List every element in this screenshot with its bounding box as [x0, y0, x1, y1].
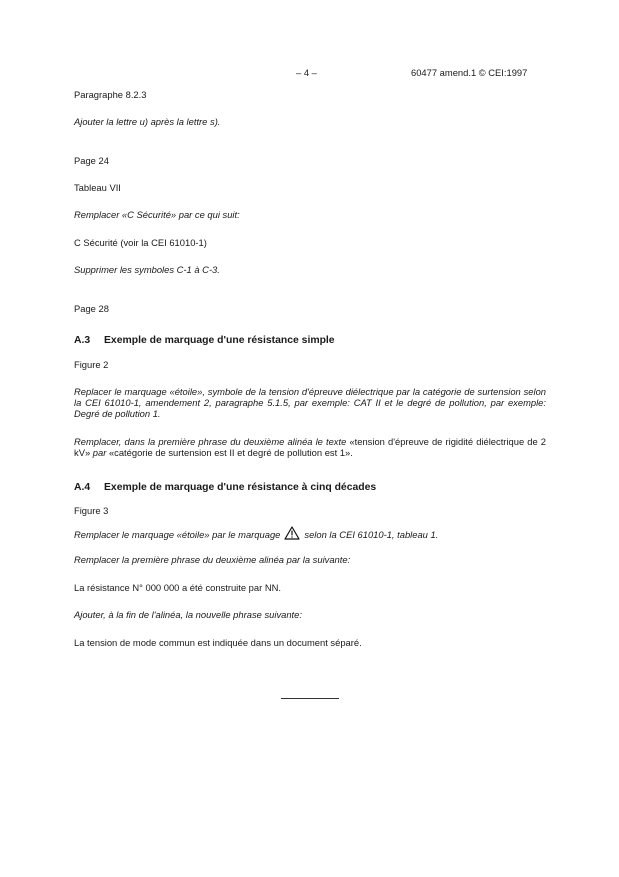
document-reference: 60477 amend.1 © CEI:1997 — [411, 67, 528, 78]
page-ref-28: Page 28 — [74, 303, 109, 314]
section-number-a3: A.3 — [74, 335, 91, 346]
warning-triangle-icon — [284, 526, 300, 542]
instruction-replace-star-source: selon la CEI 61010-1, tableau 1. — [304, 529, 439, 540]
instruction-connector: par — [92, 447, 107, 458]
figure-ref-2: Figure 2 — [74, 359, 109, 370]
instruction-replace-star-marking — [74, 526, 546, 542]
page-number: – 4 – — [296, 67, 317, 78]
section-title-a3: Exemple de marquage d'une résistance simple — [104, 335, 335, 346]
section-number-a4: A.4 — [74, 482, 91, 493]
paragraph-ref: Paragraphe 8.2.3 — [74, 89, 147, 100]
section-heading-a4 — [74, 482, 546, 493]
instruction-replace: Remplacer «C Sécurité» par ce qui suit: — [74, 209, 240, 220]
table-ref: Tableau VII — [74, 182, 121, 193]
instruction-replace-text-intro: Remplacer, dans la première phrase du deuxième alinéa le texte — [74, 436, 347, 447]
new-text-quote: «catégorie de surtension est II et degré de pollution est 1». — [108, 447, 353, 458]
instruction-replace-marking: Replacer le marquage «étoile», symbole de la tension d'épreuve diélectrique par la catégorie de surtension selon la CEI 61010-1, amendement 2, paragraphe 5.1.5, par exemple: CAT II et le degré de pollution, par exemple: Degré de pollution 1. — [74, 386, 546, 419]
added-sentence: La tension de mode commun est indiquée dans un document séparé. — [74, 637, 362, 648]
replacement-sentence: La résistance N° 000 000 a été construite par NN. — [74, 582, 281, 593]
section-heading-a3 — [74, 335, 546, 346]
instruction-replace-star-intro: Remplacer le marquage «étoile» par le marquage — [74, 529, 281, 540]
instruction-delete-symbols: Supprimer les symboles C-1 à C-3. — [74, 264, 220, 275]
instruction-add-sentence: Ajouter, à la fin de l'alinéa, la nouvelle phrase suivante: — [74, 609, 302, 620]
instruction-replace-text — [74, 436, 546, 458]
old-text-quote: «tension d'épreuve de rigidité diélectrique de 2 kV» — [74, 436, 546, 458]
end-separator-line — [281, 698, 339, 699]
instruction-add-letter: Ajouter la lettre u) après la lettre s). — [74, 116, 221, 127]
replacement-text: C Sécurité (voir la CEI 61010-1) — [74, 237, 207, 248]
section-title-a4: Exemple de marquage d'une résistance à cinq décades — [104, 482, 377, 493]
page-ref-24: Page 24 — [74, 155, 109, 166]
figure-ref-3: Figure 3 — [74, 505, 109, 516]
instruction-replace-sentence: Remplacer la première phrase du deuxième alinéa par la suivante: — [74, 554, 351, 565]
